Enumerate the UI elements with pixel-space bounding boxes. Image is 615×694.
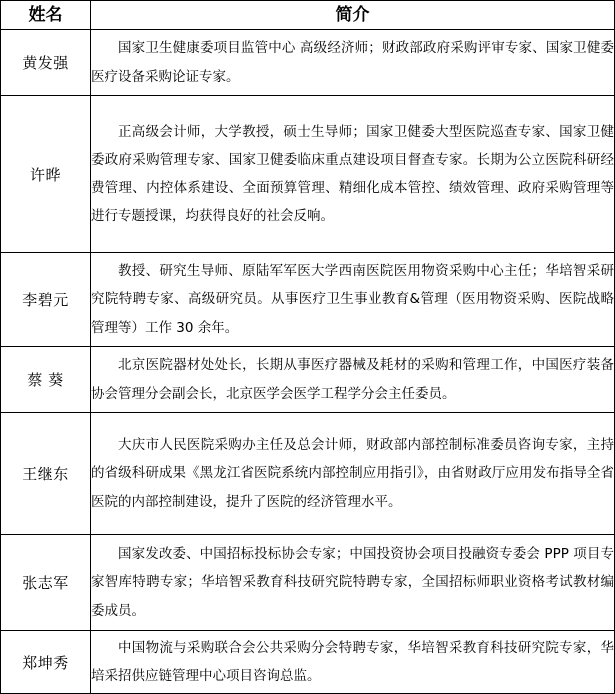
row-name: 李碧元 xyxy=(1,253,91,347)
row-name: 张志军 xyxy=(1,535,91,631)
row-name: 黄发强 xyxy=(1,30,91,96)
row-name: 郑坤秀 xyxy=(1,631,91,694)
row-bio: 大庆市人民医院采购办主任及总会计师，财政部内部控制标准委员咨询专家，主持的省级科研成果《黑龙江省医院系统内部控制应用指引》，由省财政厅应用发布指导全省医院的内部控制建设，提升了医院的经济管理水平。 xyxy=(91,413,615,535)
row-bio: 中国物流与采购联合会公共采购分会特聘专家，华培智采教育科技研究院专家，华培采招供应链管理中心项目咨询总监。 xyxy=(91,631,615,694)
table-row xyxy=(1,253,615,347)
row-bio: 正高级会计师，大学教授，硕士生导师；国家卫健委大型医院巡查专家、国家卫健委政府采购管理专家、国家卫健委临床重点建设项目督查专家。长期为公立医院科研经费管理、内控体系建设、全面预算管理、精细化成本管控、绩效管理、政府采购管理等进行专题授课，均获得良好的社会反响。 xyxy=(91,96,615,253)
row-name: 王继东 xyxy=(1,413,91,535)
row-name: 许晔 xyxy=(1,96,91,253)
table-row xyxy=(1,96,615,253)
row-bio: 教授、研究生导师、原陆军军医大学西南医院医用物资采购中心主任；华培智采研究院特聘专家、高级研究员。从事医疗卫生事业教育&管理（医用物资采购、医院战略管理等）工作 30 余年。 xyxy=(91,253,615,347)
table-row xyxy=(1,631,615,694)
table-header-row xyxy=(1,1,615,30)
table-row xyxy=(1,347,615,413)
header-name: 姓名 xyxy=(1,1,91,30)
header-bio: 简介 xyxy=(91,1,615,30)
row-name: 蔡 葵 xyxy=(1,347,91,413)
row-bio: 国家卫生健康委项目监管中心 高级经济师；财政部政府采购评审专家、国家卫健委医疗设备采购论证专家。 xyxy=(91,30,615,96)
table-row xyxy=(1,30,615,96)
table-row xyxy=(1,535,615,631)
row-bio: 北京医院器材处处长，长期从事医疗器械及耗材的采购和管理工作，中国医疗装备协会管理分会副会长，北京医学会医学工程学分会主任委员。 xyxy=(91,347,615,413)
row-bio: 国家发改委、中国招标投标协会专家；中国投资协会项目投融资专委会 PPP 项目专家智库特聘专家；华培智采教育科技研究院特聘专家，全国招标师职业资格考试教材编委成员。 xyxy=(91,535,615,631)
table-row xyxy=(1,413,615,535)
